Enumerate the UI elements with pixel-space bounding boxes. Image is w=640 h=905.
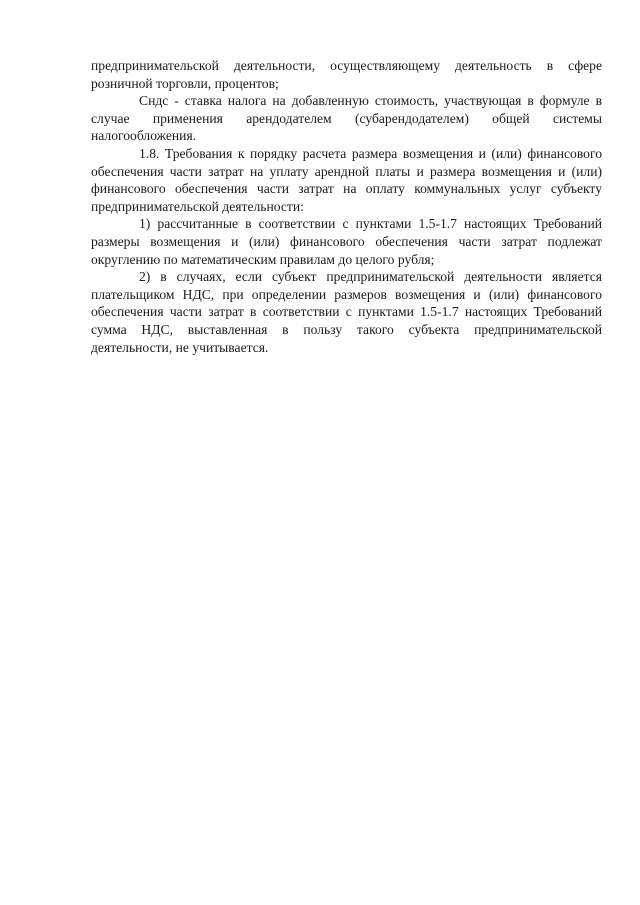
document-body <box>91 57 602 356</box>
paragraph-section-1-8: 1.8. Требования к порядку расчета размера возмещения и (или) финансового обеспечения части затрат на уплату арендной платы и размера возмещения и (или) финансового обеспечения части затрат на оплату коммунальных услуг субъекту предпринимательской деятельности: <box>91 145 602 214</box>
paragraph-item-2-vat: 2) в случаях, если субъект предпринимательской деятельности является плательщиком НДС, при определении размеров возмещения и (или) финансового обеспечения части затрат в соответствии с пунктами 1.5-1.7 настоящих Требований сумма НДС, выставленная в пользу такого субъекта предпринимательской деятельности, не учитывается. <box>91 269 602 355</box>
paragraph-vat-rate-definition: Сндс - ставка налога на добавленную стоимость, участвующая в формуле в случае применения арендодателем (субарендодателем) общей системы налогообложения. <box>91 93 602 144</box>
paragraph-item-1-rounding: 1) рассчитанные в соответствии с пунктами 1.5-1.7 настоящих Требований размеры возмещения и (или) финансового обеспечения части затрат подлежат округлению по математическим правилам до целого рубля; <box>91 216 602 267</box>
paragraph-retail-interest: предпринимательской деятельности, осуществляющему деятельность в сфере розничной торговли, процентов; <box>91 58 602 91</box>
